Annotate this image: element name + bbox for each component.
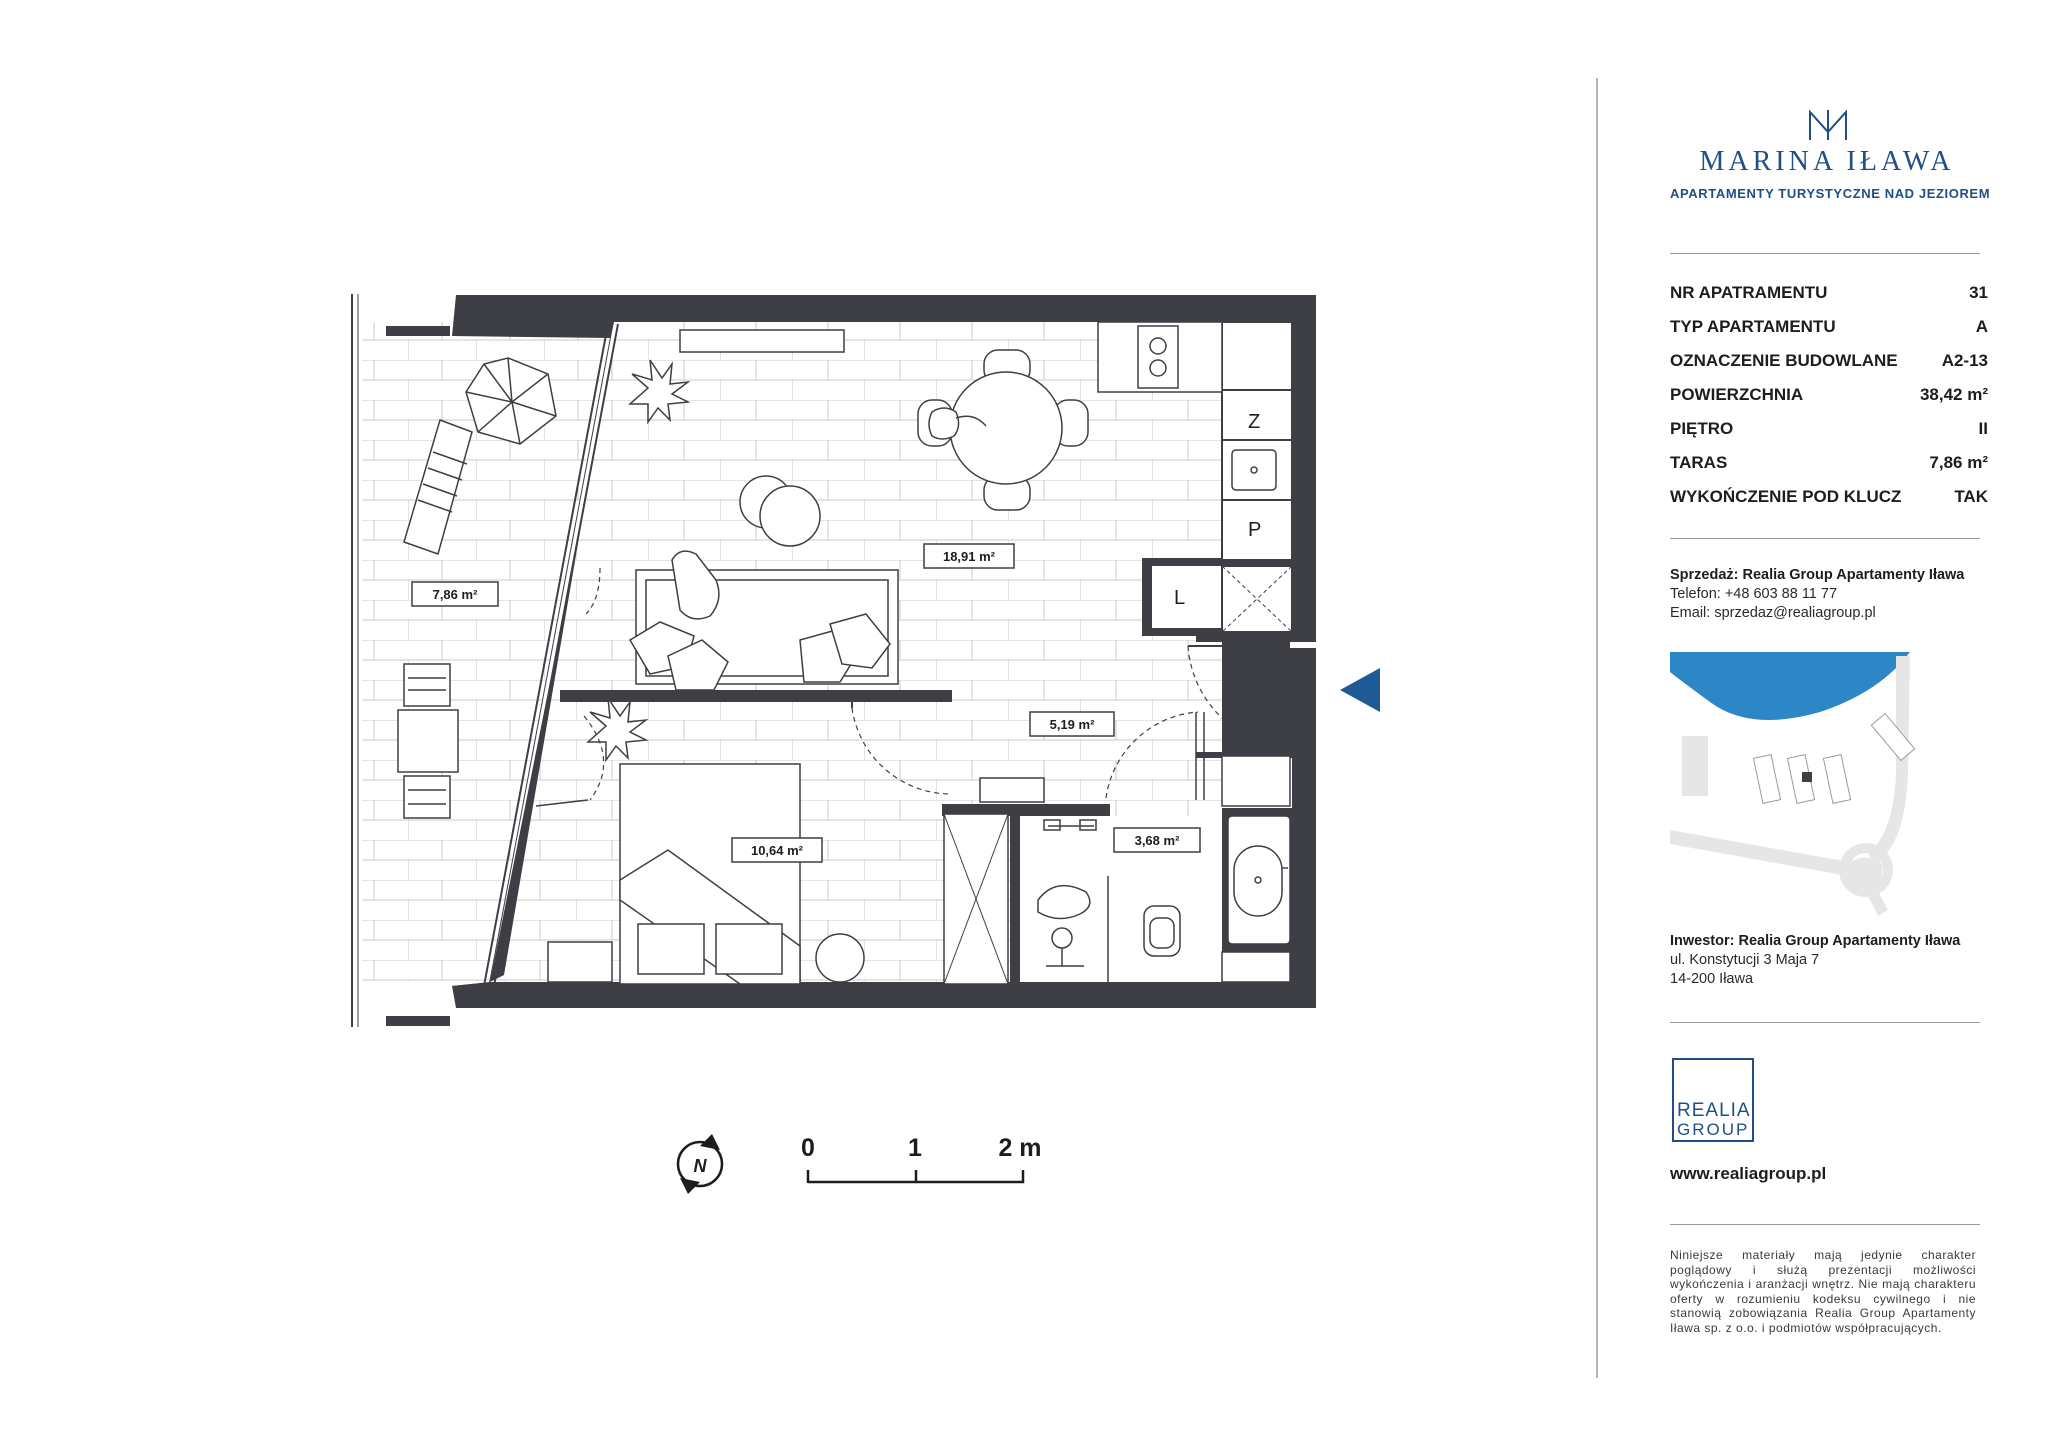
area-label-hall (1030, 712, 1114, 736)
spec-row (1670, 317, 1988, 341)
spec-label: TYP APARTAMENTU (1670, 317, 1836, 336)
site-minimap (1670, 652, 1990, 922)
logo-line2: GROUP (1677, 1120, 1750, 1139)
spec-value: A2-13 (1941, 351, 1988, 370)
fridge-letter: Z (1248, 411, 1261, 433)
spec-value: A (1975, 317, 1988, 336)
bedroom-wardrobe (944, 814, 1008, 984)
spec-value: 38,42 m² (1919, 385, 1988, 404)
spec-value: 7,86 m² (1929, 453, 1988, 472)
spec-row (1670, 283, 1988, 307)
entrance-arrow-icon (1340, 668, 1380, 712)
scale-bar (801, 1134, 1042, 1183)
spec-value: 31 (1969, 283, 1988, 302)
panel-divider (1596, 78, 1598, 1378)
logo-line1: REALIA (1677, 1100, 1751, 1121)
svg-text:5,19 m²: 5,19 m² (1049, 717, 1095, 732)
divider (1670, 253, 1980, 254)
brand-tagline: APARTAMENTY TURYSTYCZNE NAD JEZIOREM (1670, 186, 1991, 201)
spec-value: TAK (1954, 487, 1988, 506)
area-label-living (924, 544, 1014, 568)
svg-text:18,91 m²: 18,91 m² (942, 549, 996, 564)
svg-text:0: 0 (801, 1134, 815, 1162)
sales-heading: Sprzedaż: Realia Group Apartamenty Iława (1670, 567, 1965, 583)
brand-title: MARINA IŁAWA (1699, 146, 1955, 177)
spec-row (1670, 419, 1988, 443)
hall-shelf (980, 778, 1044, 802)
divider (1670, 1224, 1980, 1225)
spec-row (1670, 487, 1988, 511)
svg-text:10,64 m²: 10,64 m² (750, 843, 804, 858)
website-link[interactable]: www.realiagroup.pl (1670, 1164, 1827, 1183)
sofa (630, 551, 898, 690)
spec-label: NR APATRAMENTU (1670, 283, 1828, 302)
svg-text:7,86 m²: 7,86 m² (432, 587, 478, 602)
disclaimer: Niniejsze materiały mają jedynie charakter poglądowy i służą prezentacji możliwości wykończenia i aranżacji wnętrz. Nie mają charakteru oferty w rozumieniu kodeksu cywilnego i nie stanowią zobowiązania Realia Group Apartamenty Iława sp. z o.o. i podmiotów współpracujących. (1670, 1248, 1976, 1335)
svg-text:3,68 m²: 3,68 m² (1134, 833, 1180, 848)
spec-label: POWIERZCHNIA (1670, 385, 1804, 404)
investor-street: ul. Konstytucji 3 Maja 7 (1670, 952, 1820, 968)
compass-icon (678, 1134, 722, 1194)
spec-row (1670, 453, 1988, 477)
dishwasher-letter: P (1248, 519, 1262, 541)
sales-email[interactable]: Email: sprzedaz@realiagroup.pl (1670, 605, 1876, 621)
apartment-marker-icon (1802, 772, 1812, 782)
svg-text:1: 1 (908, 1134, 922, 1162)
area-label-bathroom (1114, 828, 1200, 852)
svg-text:N: N (693, 1156, 707, 1176)
spec-label: WYKOŃCZENIE POD KLUCZ (1670, 487, 1902, 506)
spec-row (1670, 351, 1988, 375)
hall-cabinet (1222, 756, 1290, 806)
svg-text:2 m: 2 m (998, 1134, 1042, 1162)
sales-contact (1670, 566, 1964, 623)
info-panel (1670, 0, 2000, 1448)
spec-label: PIĘTRO (1670, 419, 1734, 438)
spec-row (1670, 385, 1988, 409)
investor-contact (1670, 932, 1960, 989)
realia-logo (1672, 1058, 1754, 1142)
investor-city: 14-200 Iława (1670, 971, 1754, 987)
spec-label: TARAS (1670, 453, 1728, 472)
tv-unit (680, 330, 844, 352)
marina-logo-icon (1806, 108, 1850, 142)
spec-label: OZNACZENIE BUDOWLANE (1670, 351, 1898, 370)
sales-phone: Telefon: +48 603 88 11 77 (1670, 586, 1838, 602)
investor-heading: Inwestor: Realia Group Apartamenty Iława (1670, 933, 1961, 949)
spec-value: II (1978, 419, 1988, 438)
area-label-terrace (412, 582, 498, 606)
area-label-bedroom (732, 838, 822, 862)
wardrobe-letter: L (1174, 587, 1186, 609)
divider (1670, 1022, 1980, 1023)
divider (1670, 538, 1980, 539)
side-table (760, 486, 820, 546)
